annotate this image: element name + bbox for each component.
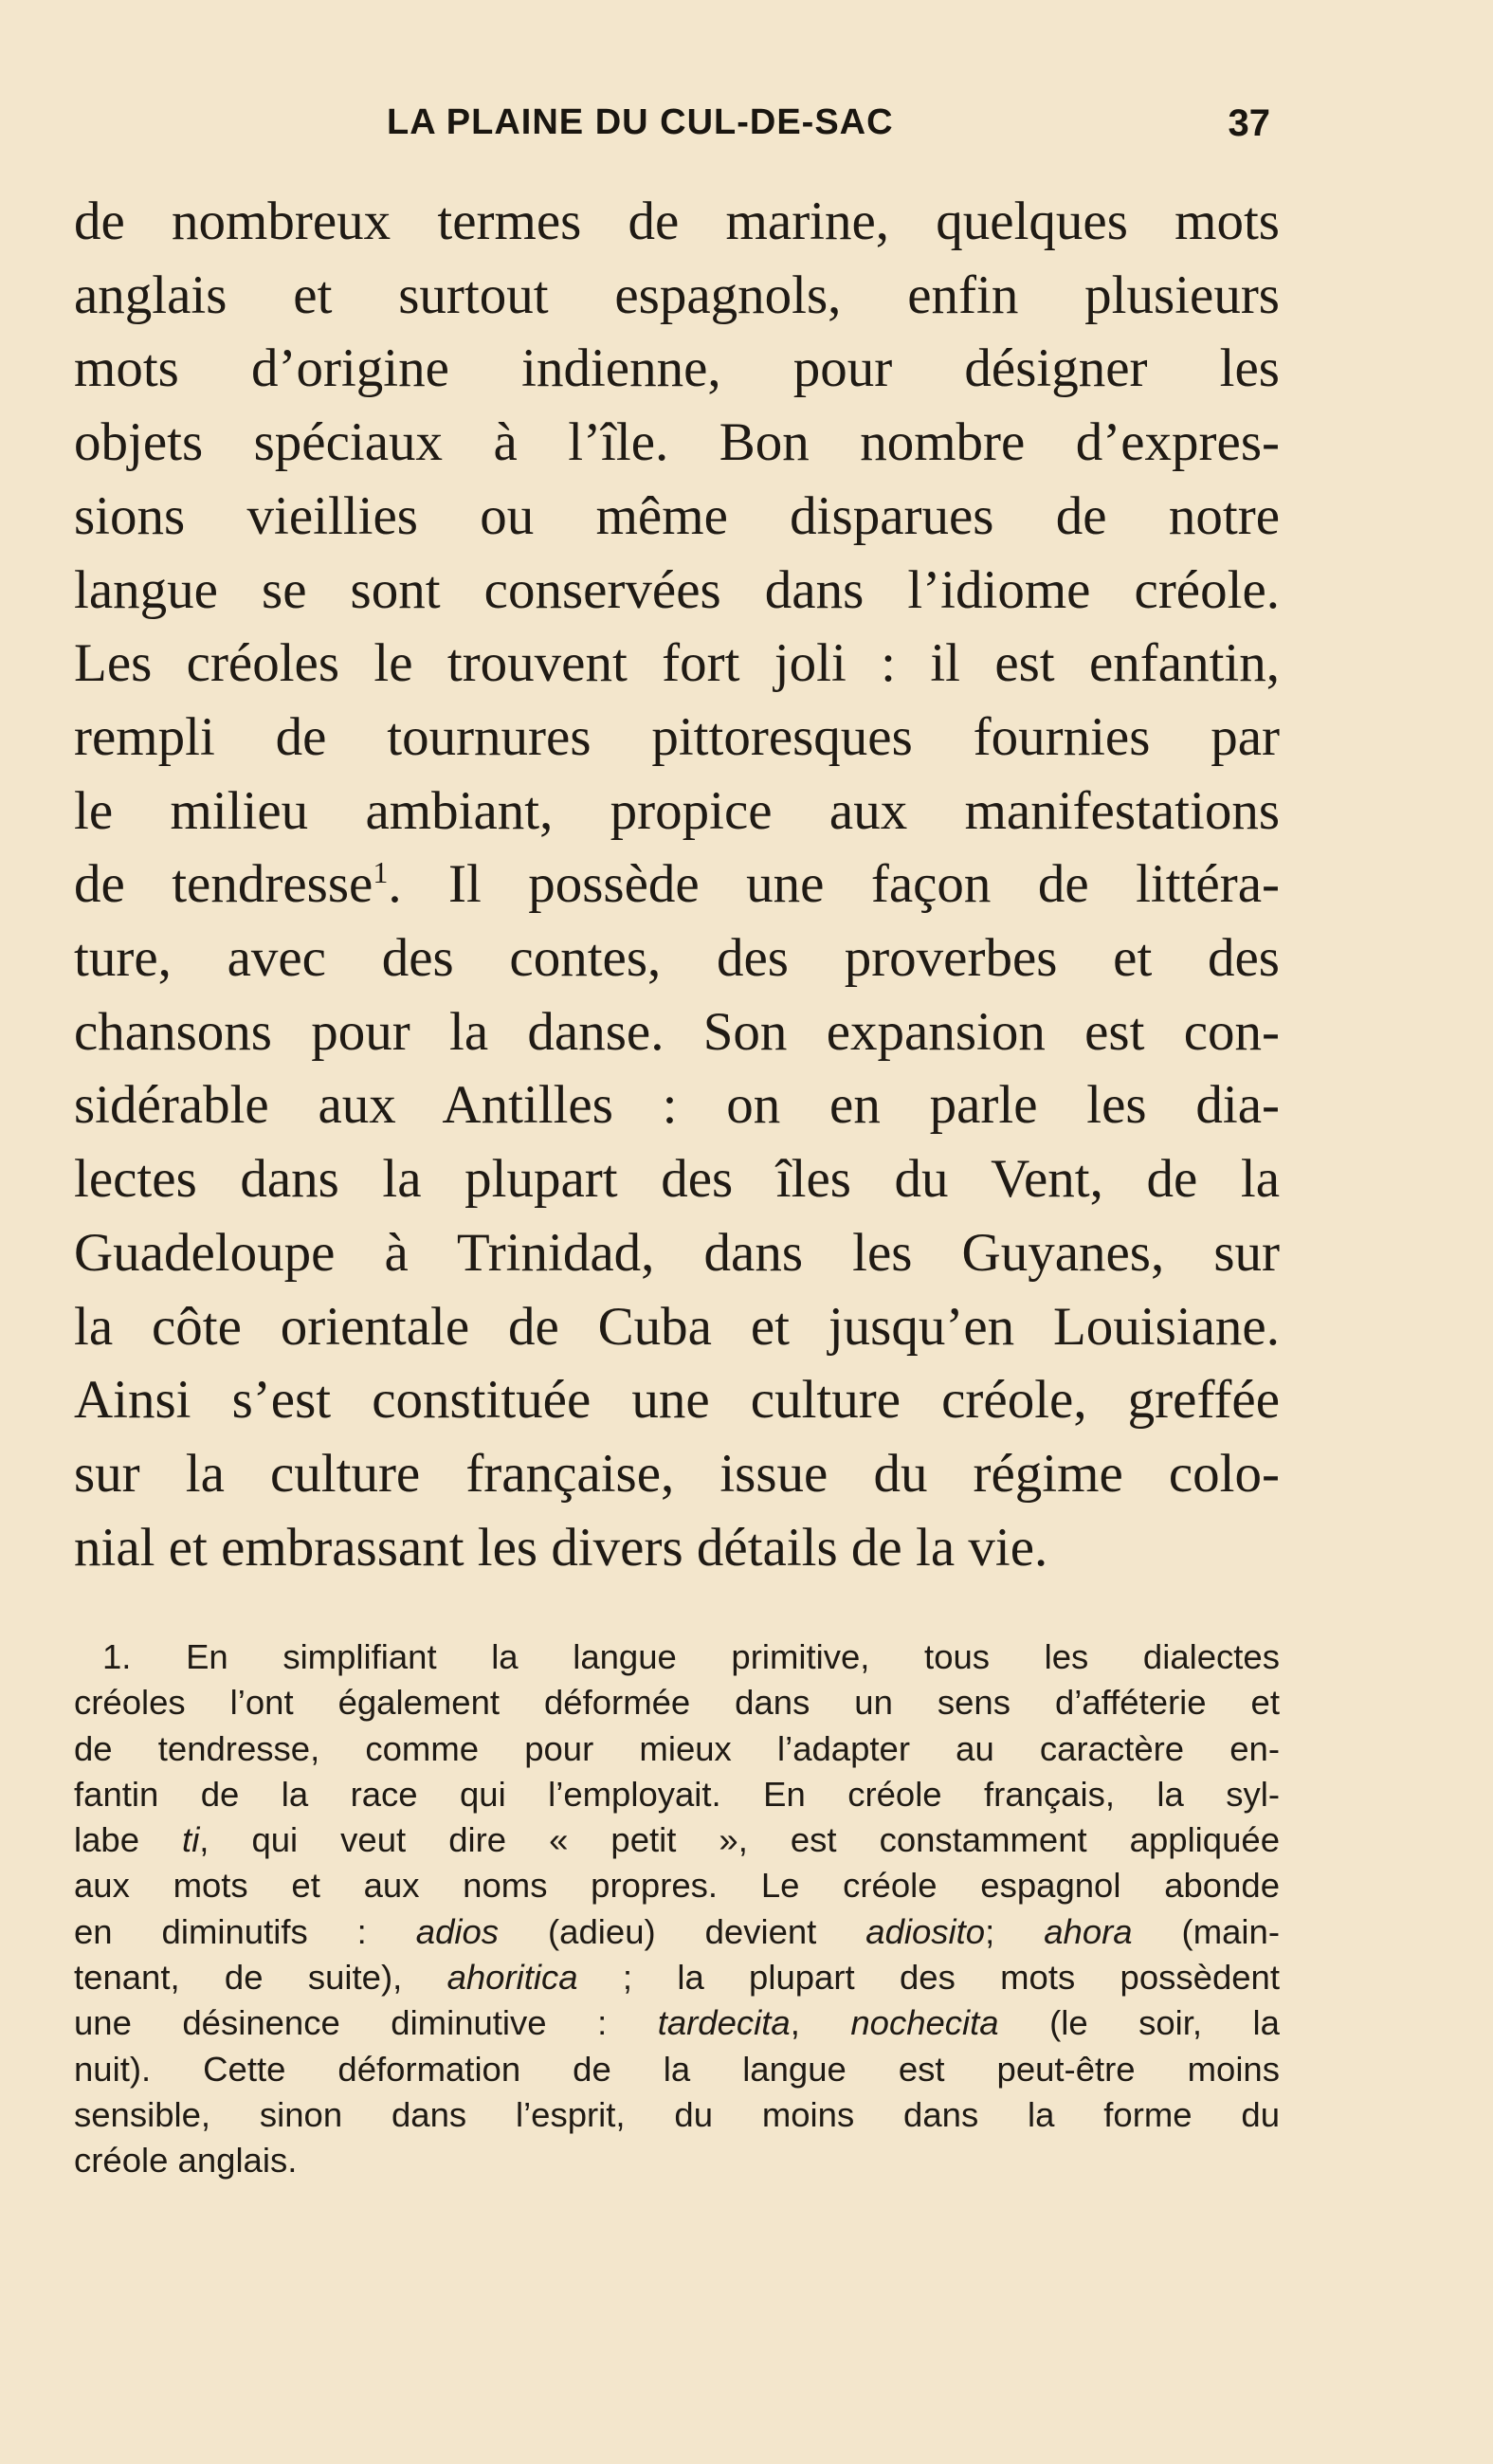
footnote-line: de tendresse, comme pour mieux l’adapter au caractère en-	[74, 1728, 1280, 1768]
footnote-line: créoles l’ont également déformée dans un sens d’afféterie et	[74, 1683, 1280, 1723]
body-line-with-footnote-ref	[74, 848, 1280, 922]
page-header	[74, 95, 1278, 152]
italic-term: adiosito	[865, 1911, 986, 1951]
body-line: de nombreux termes de marine, quelques mots	[74, 192, 1280, 251]
italic-term: nochecita	[850, 2003, 999, 2043]
body-text-fragment: de tendresse	[74, 854, 373, 915]
body-line: lectes dans la plupart des îles du Vent, de la	[74, 1149, 1280, 1210]
body-line: ture, avec des contes, des proverbes et des	[74, 928, 1280, 989]
body-text-fragment: . Il possède une façon de littéra-	[388, 854, 1280, 915]
footnote-line: fantin de la race qui l’employait. En créole français, la syl-	[74, 1774, 1280, 1814]
footnote-marker: 1.	[102, 1637, 132, 1676]
body-line: Guadeloupe à Trinidad, dans les Guyanes, sur	[74, 1222, 1280, 1283]
body-line: la côte orientale de Cuba et jusqu’en Louisiane.	[74, 1296, 1280, 1357]
body-line: sidérable aux Antilles : on en parle les dia-	[74, 1075, 1280, 1136]
footnote-line: labe ti, qui veut dire « petit », est constamment appliquée	[74, 1820, 1280, 1860]
footnote-line: sensible, sinon dans l’esprit, du moins dans la forme du	[74, 2094, 1280, 2134]
page-number: 37	[1228, 102, 1270, 144]
body-line: nial et embrassant les divers détails de la vie.	[74, 1517, 1048, 1578]
italic-term: tardecita	[657, 2003, 791, 2043]
running-title: LA PLAINE DU CUL-DE-SAC	[387, 102, 894, 142]
footnote-reference[interactable]: 1	[373, 855, 389, 890]
italic-term: ahora	[1044, 1911, 1133, 1951]
footnote-line: une désinence diminutive : tardecita, nochecita (le soir, la	[74, 2003, 1280, 2043]
footnote-line: 1. En simplifiant la langue primitive, tous les dialectes	[102, 1637, 1280, 1676]
body-line: mots d’origine indienne, pour désigner les	[74, 338, 1280, 399]
body-line: chansons pour la danse. Son expansion est con-	[74, 1001, 1280, 1062]
footnote-line: créole anglais.	[74, 2141, 298, 2181]
body-line: rempli de tournures pittoresques fournies par	[74, 706, 1280, 767]
footnote-line: nuit). Cette déformation de la langue est peut-être moins	[74, 2049, 1280, 2089]
italic-term: adios	[415, 1911, 500, 1951]
body-line: sions vieillies ou même disparues de notre	[74, 485, 1280, 546]
body-line: anglais et surtout espagnols, enfin plusieurs	[74, 265, 1280, 325]
body-line: le milieu ambiant, propice aux manifestations	[74, 780, 1280, 841]
body-line: langue se sont conservées dans l’idiome créole.	[74, 559, 1280, 620]
footnote-line: aux mots et aux noms propres. Le créole espagnol abonde	[74, 1866, 1280, 1906]
footnote-line: en diminutifs : adios (adieu) devient adiosito; ahora (main-	[74, 1911, 1280, 1951]
body-line: Ainsi s’est constituée une culture créole, greffée	[74, 1370, 1280, 1431]
footnote	[74, 1634, 1280, 2184]
body-text	[74, 185, 1280, 1584]
italic-term: ahoritica	[446, 1958, 578, 1998]
italic-term: ti	[182, 1820, 200, 1860]
body-line: objets spéciaux à l’île. Bon nombre d’expres-	[74, 412, 1280, 473]
body-line: Les créoles le trouvent fort joli : il est enfantin,	[74, 633, 1280, 694]
footnote-line: tenant, de suite), ahoritica ; la plupart des mots possèdent	[74, 1958, 1280, 1998]
body-line: sur la culture française, issue du régime colo-	[74, 1443, 1280, 1504]
